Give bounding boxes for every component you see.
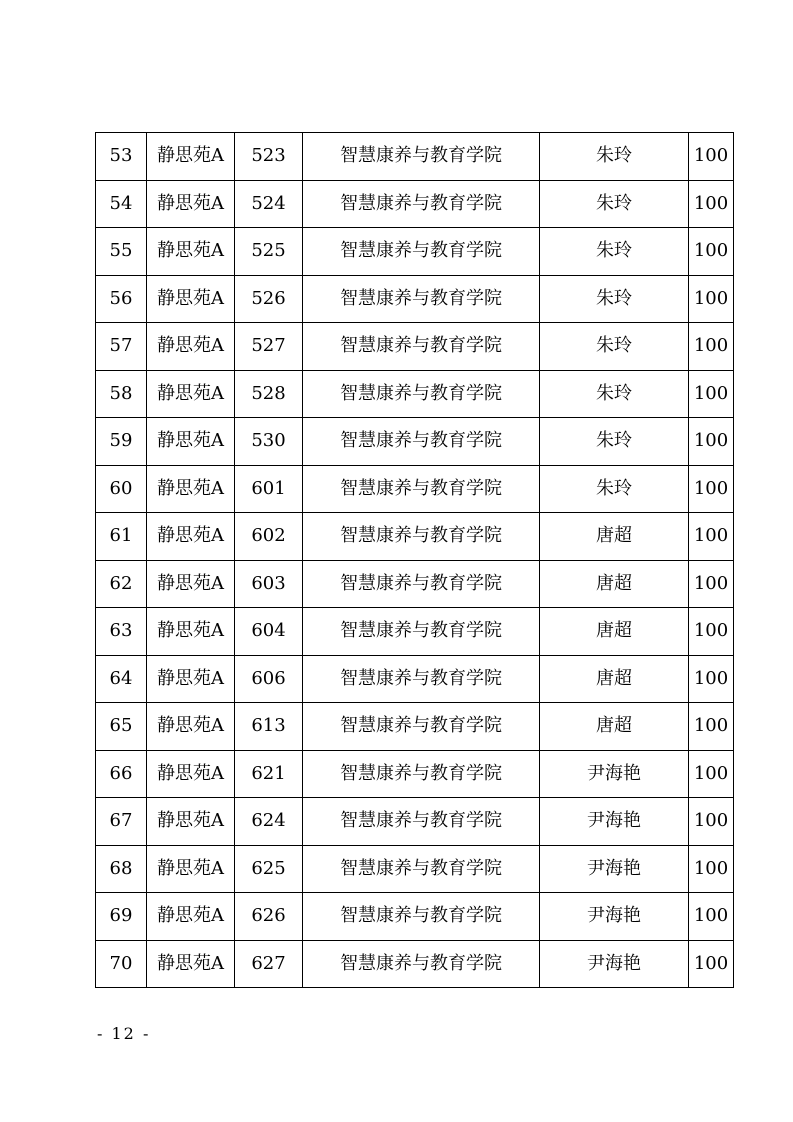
row-index-cell: 67 — [96, 798, 147, 846]
counselor-name-cell: 尹海艳 — [540, 940, 689, 988]
table-row — [96, 845, 734, 893]
row-index-cell: 55 — [96, 228, 147, 276]
college-name-cell: 智慧康养与教育学院 — [303, 703, 540, 751]
row-index-cell: 57 — [96, 323, 147, 371]
table-row — [96, 133, 734, 181]
building-name-cell: 静思苑A — [147, 275, 235, 323]
college-name-cell: 智慧康养与教育学院 — [303, 228, 540, 276]
room-number-cell: 626 — [235, 893, 303, 941]
counselor-name-cell: 尹海艳 — [540, 798, 689, 846]
college-name-cell: 智慧康养与教育学院 — [303, 940, 540, 988]
room-number-cell: 530 — [235, 418, 303, 466]
score-cell: 100 — [689, 370, 734, 418]
score-cell: 100 — [689, 703, 734, 751]
counselor-name-cell: 唐超 — [540, 513, 689, 561]
college-name-cell: 智慧康养与教育学院 — [303, 845, 540, 893]
college-name-cell: 智慧康养与教育学院 — [303, 465, 540, 513]
college-name-cell: 智慧康养与教育学院 — [303, 893, 540, 941]
building-name-cell: 静思苑A — [147, 323, 235, 371]
row-index-cell: 69 — [96, 893, 147, 941]
row-index-cell: 70 — [96, 940, 147, 988]
room-number-cell: 524 — [235, 180, 303, 228]
room-number-cell: 621 — [235, 750, 303, 798]
building-name-cell: 静思苑A — [147, 893, 235, 941]
table-row — [96, 560, 734, 608]
table-row — [96, 655, 734, 703]
score-cell: 100 — [689, 323, 734, 371]
row-index-cell: 68 — [96, 845, 147, 893]
table-row — [96, 893, 734, 941]
row-index-cell: 64 — [96, 655, 147, 703]
counselor-name-cell: 朱玲 — [540, 465, 689, 513]
counselor-name-cell: 朱玲 — [540, 133, 689, 181]
page-number: - 12 - — [97, 1024, 151, 1043]
counselor-name-cell: 唐超 — [540, 560, 689, 608]
score-cell: 100 — [689, 180, 734, 228]
counselor-name-cell: 尹海艳 — [540, 845, 689, 893]
score-cell: 100 — [689, 893, 734, 941]
building-name-cell: 静思苑A — [147, 560, 235, 608]
college-name-cell: 智慧康养与教育学院 — [303, 560, 540, 608]
room-number-cell: 602 — [235, 513, 303, 561]
score-cell: 100 — [689, 940, 734, 988]
counselor-name-cell: 尹海艳 — [540, 750, 689, 798]
building-name-cell: 静思苑A — [147, 228, 235, 276]
row-index-cell: 56 — [96, 275, 147, 323]
college-name-cell: 智慧康养与教育学院 — [303, 370, 540, 418]
row-index-cell: 63 — [96, 608, 147, 656]
dormitory-table — [95, 132, 734, 988]
building-name-cell: 静思苑A — [147, 703, 235, 751]
college-name-cell: 智慧康养与教育学院 — [303, 323, 540, 371]
counselor-name-cell: 朱玲 — [540, 180, 689, 228]
building-name-cell: 静思苑A — [147, 940, 235, 988]
college-name-cell: 智慧康养与教育学院 — [303, 750, 540, 798]
table-row — [96, 513, 734, 561]
table-row — [96, 228, 734, 276]
table-row — [96, 370, 734, 418]
row-index-cell: 62 — [96, 560, 147, 608]
counselor-name-cell: 朱玲 — [540, 323, 689, 371]
room-number-cell: 624 — [235, 798, 303, 846]
score-cell: 100 — [689, 608, 734, 656]
score-cell: 100 — [689, 750, 734, 798]
building-name-cell: 静思苑A — [147, 608, 235, 656]
room-number-cell: 606 — [235, 655, 303, 703]
room-number-cell: 601 — [235, 465, 303, 513]
counselor-name-cell: 唐超 — [540, 655, 689, 703]
counselor-name-cell: 唐超 — [540, 703, 689, 751]
college-name-cell: 智慧康养与教育学院 — [303, 180, 540, 228]
college-name-cell: 智慧康养与教育学院 — [303, 655, 540, 703]
room-number-cell: 527 — [235, 323, 303, 371]
row-index-cell: 54 — [96, 180, 147, 228]
college-name-cell: 智慧康养与教育学院 — [303, 133, 540, 181]
room-number-cell: 604 — [235, 608, 303, 656]
table-body — [96, 133, 734, 988]
counselor-name-cell: 朱玲 — [540, 275, 689, 323]
table-row — [96, 608, 734, 656]
row-index-cell: 66 — [96, 750, 147, 798]
room-number-cell: 613 — [235, 703, 303, 751]
counselor-name-cell: 唐超 — [540, 608, 689, 656]
college-name-cell: 智慧康养与教育学院 — [303, 798, 540, 846]
row-index-cell: 65 — [96, 703, 147, 751]
building-name-cell: 静思苑A — [147, 180, 235, 228]
building-name-cell: 静思苑A — [147, 513, 235, 561]
score-cell: 100 — [689, 798, 734, 846]
row-index-cell: 60 — [96, 465, 147, 513]
table-row — [96, 750, 734, 798]
score-cell: 100 — [689, 418, 734, 466]
score-cell: 100 — [689, 228, 734, 276]
score-cell: 100 — [689, 655, 734, 703]
building-name-cell: 静思苑A — [147, 798, 235, 846]
counselor-name-cell: 朱玲 — [540, 418, 689, 466]
room-number-cell: 528 — [235, 370, 303, 418]
room-number-cell: 525 — [235, 228, 303, 276]
score-cell: 100 — [689, 513, 734, 561]
table-row — [96, 180, 734, 228]
room-number-cell: 603 — [235, 560, 303, 608]
college-name-cell: 智慧康养与教育学院 — [303, 608, 540, 656]
room-number-cell: 523 — [235, 133, 303, 181]
building-name-cell: 静思苑A — [147, 845, 235, 893]
college-name-cell: 智慧康养与教育学院 — [303, 418, 540, 466]
building-name-cell: 静思苑A — [147, 418, 235, 466]
row-index-cell: 58 — [96, 370, 147, 418]
room-number-cell: 627 — [235, 940, 303, 988]
score-cell: 100 — [689, 560, 734, 608]
room-number-cell: 526 — [235, 275, 303, 323]
college-name-cell: 智慧康养与教育学院 — [303, 513, 540, 561]
building-name-cell: 静思苑A — [147, 655, 235, 703]
table-row — [96, 465, 734, 513]
table-row — [96, 703, 734, 751]
counselor-name-cell: 朱玲 — [540, 228, 689, 276]
college-name-cell: 智慧康养与教育学院 — [303, 275, 540, 323]
building-name-cell: 静思苑A — [147, 133, 235, 181]
table-row — [96, 275, 734, 323]
table-row — [96, 323, 734, 371]
room-number-cell: 625 — [235, 845, 303, 893]
building-name-cell: 静思苑A — [147, 465, 235, 513]
building-name-cell: 静思苑A — [147, 750, 235, 798]
score-cell: 100 — [689, 133, 734, 181]
table-row — [96, 940, 734, 988]
row-index-cell: 53 — [96, 133, 147, 181]
table-row — [96, 798, 734, 846]
counselor-name-cell: 朱玲 — [540, 370, 689, 418]
score-cell: 100 — [689, 465, 734, 513]
score-cell: 100 — [689, 275, 734, 323]
row-index-cell: 61 — [96, 513, 147, 561]
building-name-cell: 静思苑A — [147, 370, 235, 418]
row-index-cell: 59 — [96, 418, 147, 466]
table-row — [96, 418, 734, 466]
counselor-name-cell: 尹海艳 — [540, 893, 689, 941]
score-cell: 100 — [689, 845, 734, 893]
